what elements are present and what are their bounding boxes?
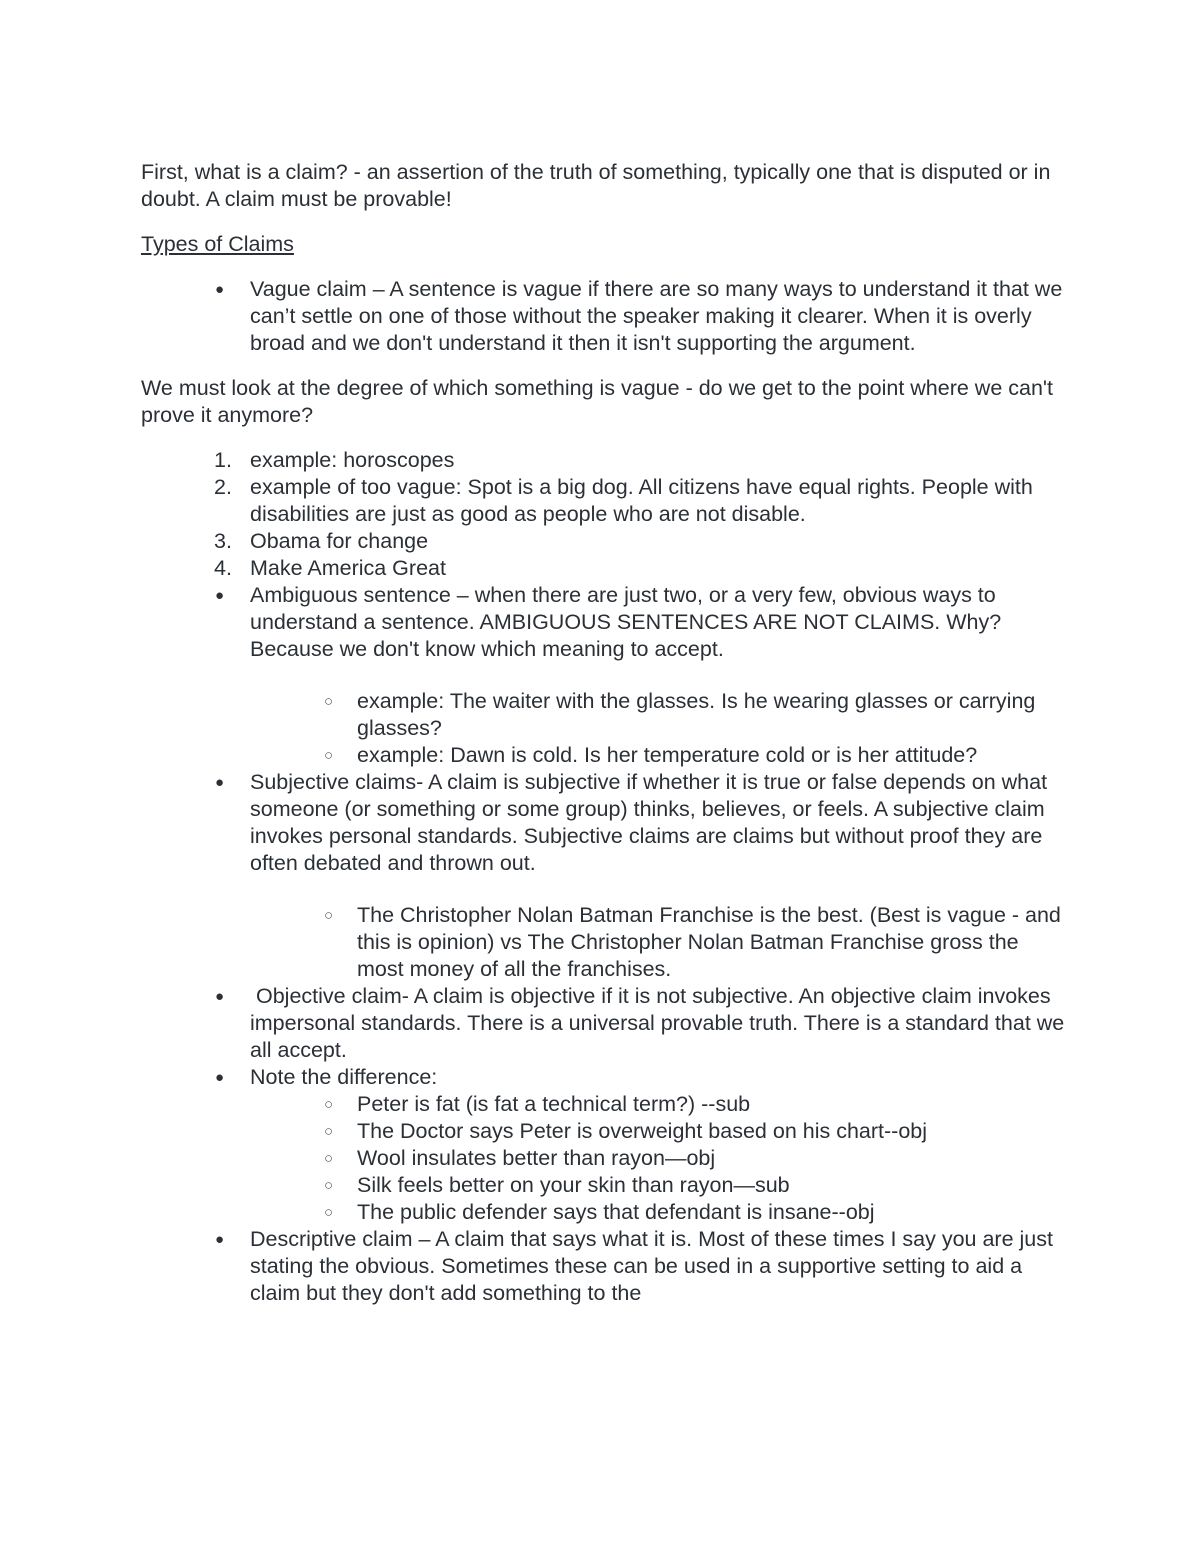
list-item-text: Descriptive claim – A claim that says what it is. Most of these times I say you are just stating the obvious. Sometimes these can be used in a supportive setting to aid a claim but they don't add something to the [250, 1227, 1053, 1305]
list-item-ambiguous [141, 582, 1071, 663]
sub-list-item [141, 1145, 1071, 1172]
bullet-icon: ● [215, 1231, 225, 1248]
list-item-vague [141, 276, 1071, 357]
circle-bullet-icon: ○ [324, 1150, 334, 1167]
circle-bullet-icon: ○ [324, 693, 334, 710]
list-number: 4. [214, 556, 232, 580]
list-item-text: Subjective claims- A claim is subjective if whether it is true or false depends on what someone (or something or some group) thinks, believes, or feels. A subjective claim invokes personal standards. Subjective claims are claims but without proof they are often debated and thrown out. [250, 770, 1048, 875]
list-number: 2. [214, 475, 232, 499]
list-item-text: Obama for change [250, 529, 429, 553]
list-item-text: Objective claim- A claim is objective if it is not subjective. An objective claim invokes impersonal standards. There is a universal provable truth. There is a standard that we all accept. [250, 984, 1071, 1062]
sub-list-item-text: The public defender says that defendant is insane--obj [357, 1200, 875, 1224]
sub-list-item-text: The Doctor says Peter is overweight based on his chart--obj [357, 1119, 928, 1143]
list-item-note [141, 1064, 1071, 1091]
list-item-text: Make America Great [250, 556, 446, 580]
list-item [141, 447, 1071, 474]
sub-list-item [141, 902, 1071, 983]
circle-bullet-icon: ○ [324, 747, 334, 764]
sub-list-item [141, 742, 1071, 769]
bullet-icon: ● [215, 281, 225, 298]
sub-list-item-text: Peter is fat (is fat a technical term?) --sub [357, 1092, 751, 1116]
sub-list-item-text: The Christopher Nolan Batman Franchise is the best. (Best is vague - and this is opinion) vs The Christopher Nolan Batman Franchise gross the most money of all the franchises. [357, 903, 1061, 981]
list-item-text: example: horoscopes [250, 448, 455, 472]
sub-list-item-text: example: The waiter with the glasses. Is he wearing glasses or carrying glasses? [357, 689, 1036, 740]
sub-list-item [141, 1091, 1071, 1118]
sub-list-item-text: Wool insulates better than rayon—obj [357, 1146, 716, 1170]
list-item-text: example of too vague: Spot is a big dog. All citizens have equal rights. People with disabilities are just as good as people who are not disable. [250, 475, 1033, 526]
list-item [141, 474, 1071, 528]
bullet-icon: ● [215, 587, 225, 604]
sub-list-item [141, 1118, 1071, 1145]
bullet-icon: ● [215, 774, 225, 791]
list-number: 1. [214, 448, 232, 472]
list-item [141, 528, 1071, 555]
sub-list-item-text: Silk feels better on your skin than rayon—sub [357, 1173, 790, 1197]
list-item-text: Ambiguous sentence – when there are just two, or a very few, obvious ways to understand a sentence. AMBIGUOUS SENTENCES ARE NOT CLAIMS. Why? Because we don't know which meaning to accept. [250, 583, 1002, 661]
circle-bullet-icon: ○ [324, 1177, 334, 1194]
circle-bullet-icon: ○ [324, 1204, 334, 1221]
intro-paragraph: First, what is a claim? - an assertion of the truth of something, typically one that is disputed or in doubt. A claim must be provable! [141, 160, 1051, 211]
section-heading: Types of Claims [141, 232, 294, 256]
list-item-text: Vague claim – A sentence is vague if there are so many ways to understand it that we can’t settle on one of those without the speaker making it clearer. When it is overly broad and we don't understand it then it isn't supporting the argument. [250, 277, 1063, 355]
circle-bullet-icon: ○ [324, 907, 334, 924]
bullet-icon: ● [215, 988, 225, 1005]
document-body [141, 159, 1071, 1307]
list-item [141, 555, 1071, 582]
sub-list-item-text: example: Dawn is cold. Is her temperature cold or is her attitude? [357, 743, 978, 767]
sub-list-item [141, 1172, 1071, 1199]
sub-list-item [141, 1199, 1071, 1226]
degree-paragraph: We must look at the degree of which something is vague - do we get to the point where we can't prove it anymore? [141, 376, 1053, 427]
spacer [141, 877, 1071, 902]
list-item-text: Note the difference: [250, 1065, 438, 1089]
circle-bullet-icon: ○ [324, 1123, 334, 1140]
circle-bullet-icon: ○ [324, 1096, 334, 1113]
spacer [141, 663, 1071, 688]
list-item-objective [141, 983, 1071, 1064]
list-number: 3. [214, 529, 232, 553]
sub-list-item [141, 688, 1071, 742]
list-item-descriptive [141, 1226, 1071, 1307]
bullet-icon: ● [215, 1069, 225, 1086]
list-item-subjective [141, 769, 1071, 877]
